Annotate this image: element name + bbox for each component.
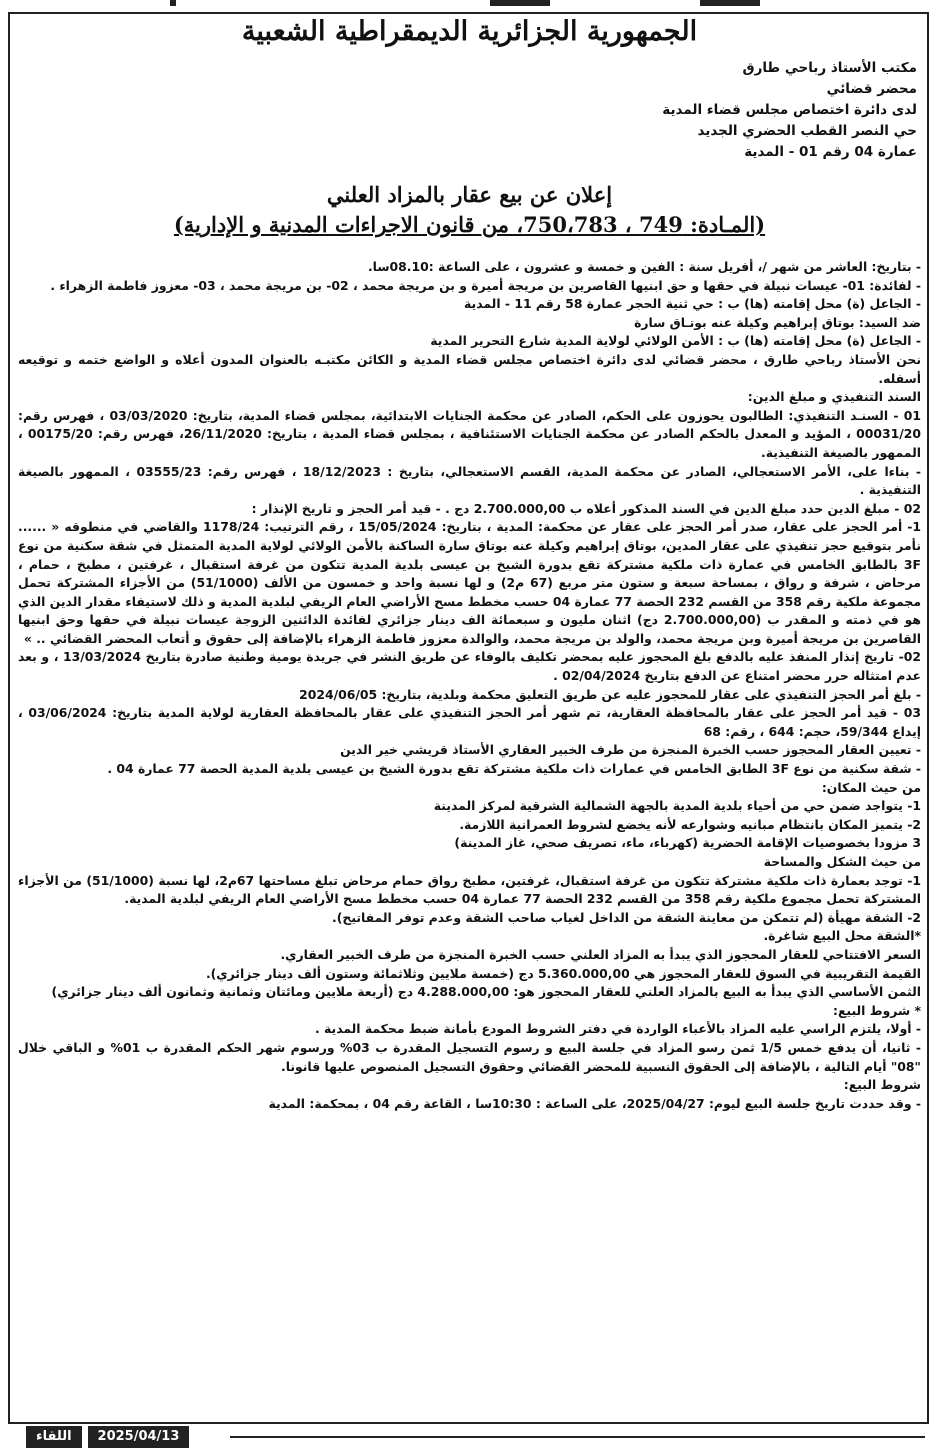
body-paragraph: * شروط البيع:: [832, 1002, 921, 1018]
body-paragraph: 2- الشقة مهيأة (لم تتمكن من معاينة الشقة من الداخل لغياب صاحب الشقة وعدم توفر المفاتيح).: [332, 909, 921, 925]
body-paragraph: *الشقة محل البيع شاغرة.: [763, 928, 921, 944]
body-paragraph: - وقد حددت تاريخ جلسة البيع ليوم: 2025/04/27، على الساعة : 10:30سا ، القاعة رقم 04 ، بمحكمة: المدية: [268, 1095, 921, 1111]
body-paragraph: 02- تاريخ إنذار المنفذ عليه بالدفع بلغ المحجوز عليه بمحضر تكليف بالوفاء عن طريق النشر في جريدة يومية وطنية صادرة بتاريخ 13/03/2024 ، و بعد عدم امتثاله حرر محضر امتناع عن الدفع بتاريخ 02/04/2024 .: [18, 649, 922, 684]
body-paragraph: 1- يتواجد ضمن حي من أحياء بلدية المدية بالجهة الشمالية الشرقية لمركز المدينة: [433, 798, 921, 814]
body-paragraph: 01 - السنـد التنفيذي: الطالبون يحوزون على الحكم، الصادر عن محكمة الجنايات الابتدائية، بمجلس قضاء المدية، بتاريخ: 03/03/2020 ، فهرس رقم: 00031/20 ، المؤيد و المعدل بالحكم الصادر عن محكمة الجنايات الاستئنافية ، بمجلس قضاء المدية ، بتاريخ: 26/11/2020، فهرس رقم: 00175/20 ، الممهور بالصيغة التنفيذية.: [18, 407, 921, 460]
body-paragraph: 1- توجد بعمارة ذات ملكية مشتركة تتكون من غرفة استقبال، غرفتين، مطبخ رواق حمام مرحاض تبلغ مساحتها 67م2، لها نسبة (51/1000) من الأجزاء المشتركة تحمل مجموع ملكية رقم 358 من القسم 232 الحصة 77 عمارة 04 حسب مخطط مسح الأراضي العام الريفي لبلدية المدية.: [18, 872, 921, 907]
body-paragraph: 02 - مبلغ الدين حدد مبلغ الدين في السند المذكور أعلاه ب 2.700.000,00 دج . - قيد أمر الحجز و تاريخ الإنذار :: [251, 500, 921, 516]
body-paragraph: السند التنفيذي و مبلغ الدين:: [747, 389, 921, 405]
body-paragraph: ضد السيد: بوتاق إبراهيم وكيلة عنه بوتـاق سارة: [634, 314, 921, 330]
office-line: حي النصر القطب الحضري الجديد: [697, 123, 917, 139]
body-paragraph: - لفائدة: 01- عيسات نبيلة في حقها و حق ابنيها القاصرين بن مريجة أميرة و بن مريجة محمد ، 02- بن مريجة محمد ، 03- معزوز فاطمة الزهراء .: [50, 277, 921, 293]
bailiff-office-block: [357, 58, 917, 163]
office-line: عمارة 04 رقم 01 - المدية: [744, 144, 917, 160]
announcement-body: [18, 258, 921, 1113]
office-line: لدى دائرة اختصاص مجلس قضاء المدية: [662, 102, 917, 118]
body-paragraph: - بناءا على، الأمر الاستعجالي، الصادر عن محكمة المدية، القسم الاستعجالي، بتاريخ : 18/12/2023 ، فهرس رقم: 03555/23 ، الممهور بالصيغة التنفيذية .: [18, 463, 921, 498]
body-paragraph: 1- أمر الحجز على عقار، صدر أمر الحجز على عقار عن محكمة: المدية ، بتاريخ: 15/05/2024 ، رقم الترتيب: 1178/24 والقاضي في منطوقه « ...... نأمر بتوقيع حجز تنفيذي على عقار المدين، بوتاق إبراهيم وكيلة عنه بوتاق سارة الساكنة بالأمن الولائي لولاية المدية المتمثل في شقة سكنية من نوع 3F بالطابق الخامس في عمارة ذات ملكية مشتركة تقع بدورة الشيخ بن عيسى بلدية المدية تتكون من غرفة استقبال ، غرفتين ، مطبخ ، حمام ، مرحاض ، شرفة و رواق ، بمساحة سبعة و ستون متر مربع (67 م2) و لها نسبة واحد و خمسون من الألف (51/1000) من الأجزاء المشتركة تحمل مجموعة ملكية رقم 358 من القسم 232 الحصة 77 عمارة 04 حسب مخطط مسح الأراضي العام الريفي لبلدية المدية و ذلك لاستيفاء مقدار الدين الذي هو في ذمته و المقدر ب (2.700.000,00 دج) اثنان مليون و سبعمائة الف دينار جزائري لفائدة الدائنين الزوجة عيسات نبيلة في حقها وحق ابنيها القاصرين بن مريجة أميرة وبن مريجة محمد، والولد بن مريجة محمد، والوالدة معزوز فاطمة الزهراء بالإضافة إلى حقوق و أتعاب المحضر القضائي .. »: [18, 519, 922, 646]
footer-rule: [230, 1436, 925, 1438]
body-paragraph: القيمة التقريبية في السوق للعقار المحجوز هي 5.360.000,00 دج (خمسة ملايين وثلاثمائة وستون ألف دينار جزائري).: [205, 965, 921, 981]
newspaper-name: اللقاء: [26, 1426, 82, 1448]
office-line: محضر قضائي: [826, 81, 917, 97]
body-paragraph: السعر الافتتاحي للعقار المحجوز الذي يبدأ به المزاد العلني حسب الخبرة المنجزة من طرف الخبير العقاري.: [280, 946, 921, 962]
announcement-heading: [40, 180, 899, 240]
publication-date: 2025/04/13: [88, 1426, 190, 1448]
body-paragraph: من حيث الشكل والمساحة: [763, 854, 921, 869]
announcement-title: إعلان عن بيع عقار بالمزاد العلني: [326, 182, 613, 207]
body-paragraph: - أولا، يلتزم الراسي عليه المزاد بالأعباء الواردة في دفتر الشروط المودع بأمانة ضبط محكمة المدية .: [315, 1021, 921, 1037]
body-paragraph: الثمن الأساسي الذي يبدأ به البيع بالمزاد العلني للعقار المحجوز هو: 4.288.000,00 دج (أربعة ملايين ومائتان وثمانية وثمانون ألف دينار جزائري): [51, 984, 921, 1000]
body-paragraph: - بلغ أمر الحجز التنفيذي على عقار للمحجوز عليه عن طريق التعليق محكمة وبلدية، بتاريخ: 2024/06/05: [299, 686, 921, 702]
body-paragraph: 03 - قيد أمر الحجز على عقار بالمحافظة العقارية، تم شهر أمر الحجز التنفيذي على عقار بالمحافظة العقارية لولاية المدية بتاريخ: 03/06/2024 ، إيداع 59/344، حجم: 644 ، رقم: 68: [18, 705, 921, 739]
body-paragraph: - شقة سكنية من نوع 3F الطابق الخامس في عمارات ذات ملكية مشتركة تقع بدورة الشيخ بن عيسى بلدية المدية الحصة 77 عمارة 04 .: [107, 761, 921, 777]
body-paragraph: من حيث المكان:: [821, 779, 921, 795]
body-paragraph: - ثانيا، أن يدفع خمس 1/5 ثمن رسو المزاد في جلسة البيع و رسوم التسجيل المقدرة ب 03% ورسوم شهر الحكم المقدرة ب 01% و الباقي خلال "08" أيام التالية ، بالإضافة إلى الحقوق النسبية للمحضر القضائي وحقوق التسجيل المنصوص عليها قانونا.: [18, 1039, 922, 1074]
body-paragraph: 2- يتميز المكان بانتظام مبانيه وشوارعه لأنه يخضع لشروط العمرانية اللازمة.: [459, 816, 921, 832]
body-paragraph: - الجاعل (ة) محل إقامته (ها) ب : حي ثنية الحجر عمارة 58 رقم 11 - المدية: [464, 296, 921, 312]
body-paragraph: - تعيين العقار المحجوز حسب الخبرة المنجزة من طرف الخبير العقاري الأستاذ قريشي خير الدين: [340, 742, 921, 758]
office-line: مكتب الأستاذ رباحي طارق: [742, 60, 917, 76]
top-print-marks: [0, 0, 939, 8]
body-paragraph: - الجاعل (ة) محل إقامته (ها) ب : الأمن الولائي لولاية المدية شارع التحرير المدية: [430, 333, 921, 349]
body-paragraph: - بتاريخ: العاشر من شهر /، أفريل سنة : الفين و خمسة و عشرون ، على الساعة :08.10سا.: [367, 259, 921, 274]
footer: [26, 1426, 189, 1448]
announcement-legal-reference: (المـادة: 749 ، 750،783، من قانون الاجراءات المدنية و الإدارية): [173, 212, 766, 237]
republic-title: الجمهورية الجزائرية الديمقراطية الشعبية: [241, 16, 698, 47]
body-paragraph: 3 مزودا بخصوصيات الإقامة الحضرية (كهرباء، ماء، تصريف صحي، غاز المدينة): [454, 835, 921, 851]
body-paragraph: نحن الأستاذ رباحي طارق ، محضر قضائي لدى دائرة اختصاص مجلس قضاء المدية و الكائن مكتبـه بالعنوان المدون أعلاه و الواضع ختمه و توقيعه أسفله.: [18, 351, 921, 386]
body-paragraph: شروط البيع:: [843, 1077, 921, 1093]
